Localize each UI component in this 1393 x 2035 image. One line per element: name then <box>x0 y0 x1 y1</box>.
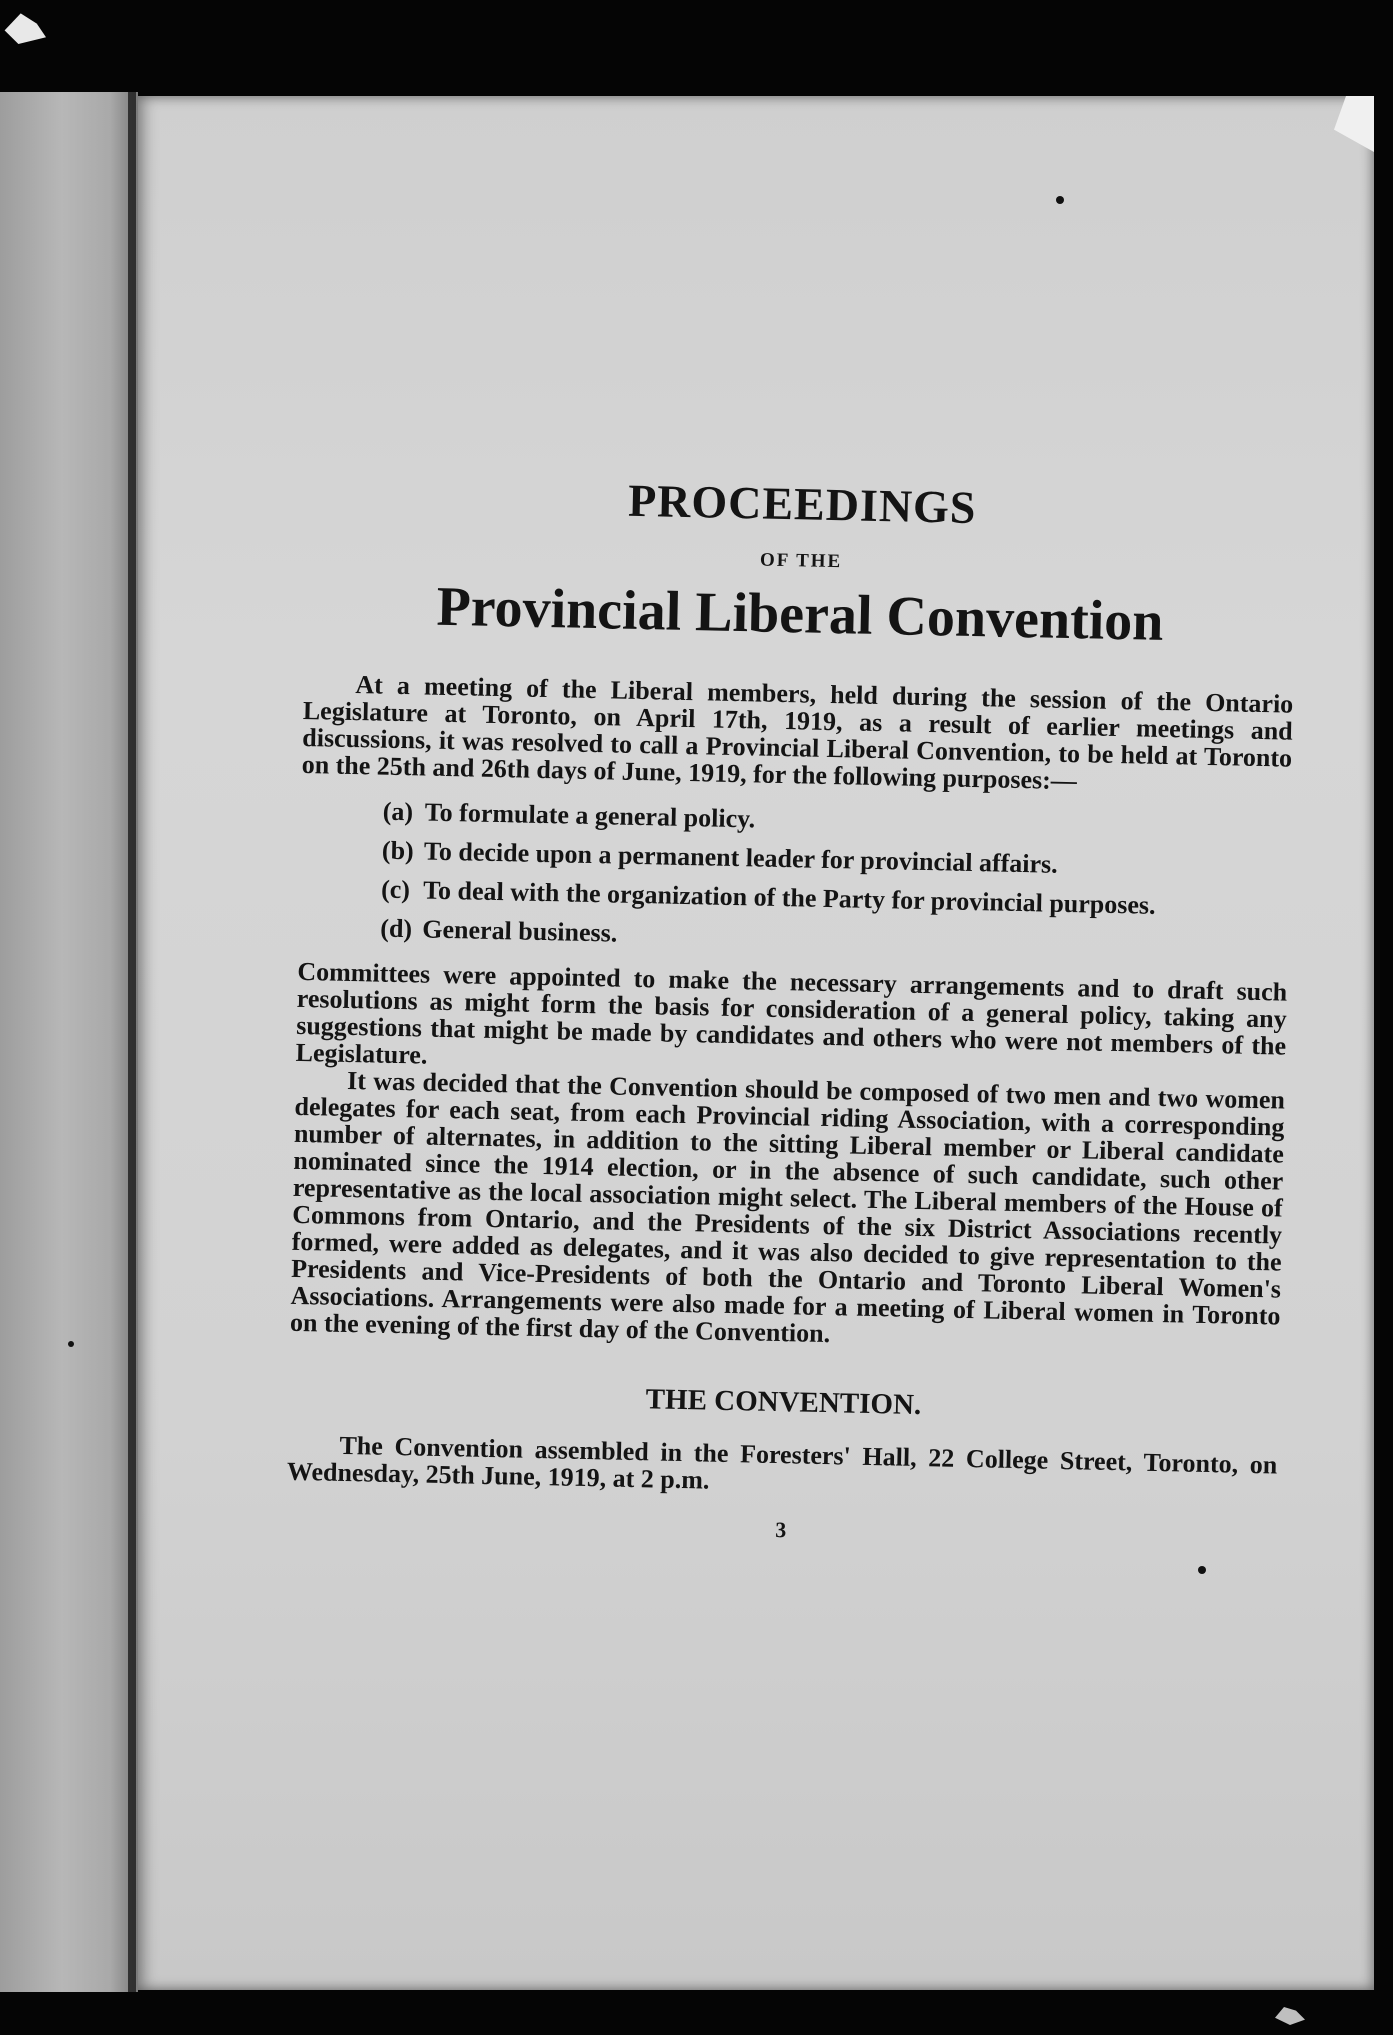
speck <box>1198 1566 1206 1574</box>
list-item-text: To decide upon a permanent leader for provincial affairs. <box>423 836 1059 879</box>
list-marker: (c) <box>380 874 411 905</box>
list-marker: (d) <box>380 913 413 944</box>
committees-paragraph: Committees were appointed to make the necessary arrangements and to draft such resolutions as might form the basis for consideration of a general policy, taking any suggestions that might be made by candidates and others who were not members of the Legislature. <box>295 956 1288 1070</box>
page-title: PROCEEDINGS <box>627 474 977 534</box>
scan-mark <box>1275 2007 1305 2025</box>
facing-page-edge <box>0 92 138 1992</box>
convention-paragraph: The Convention assembled in the Foresters' Hall, 22 College Street, Toronto, on Wednesday, 25th June, 1919, at 2 p.m. <box>286 1430 1278 1495</box>
section-heading: THE CONVENTION. <box>645 1383 922 1422</box>
purposes-list <box>380 798 1291 961</box>
book-spine <box>128 92 136 1992</box>
list-marker: (b) <box>381 835 415 866</box>
decided-paragraph: It was decided that the Convention should be composed of two men and two women delegates for each seat, from each Provincial riding Association, with a corresponding number of alternates, in addition to the sitting Liberal member or Liberal candidate nominated since the 1914 election, or in the absence of such candidate, such other representative as the local association might select. The Liberal members of the House of Commons from Ontario, and the Presidents of the six District Associations recently formed, were added as delegates, and it was also decided to give representation to the Presidents and Vice-Presidents of both the Ontario and Toronto Liberal Women's Associations. Arrangements were also made for a meeting of Liberal women in Toronto on the evening of the first day of the Convention. <box>289 1065 1286 1349</box>
page-subtitle: Provincial Liberal Convention <box>435 575 1165 653</box>
page-number: 3 <box>775 1517 787 1543</box>
list-item-text: To deal with the organization of the Party for provincial purposes. <box>422 875 1156 920</box>
title-connector: OF THE <box>759 549 843 573</box>
list-item <box>383 798 1291 844</box>
list-marker: (a) <box>382 796 414 827</box>
scan-blotch <box>0 10 46 44</box>
torn-corner <box>1334 96 1374 152</box>
list-item <box>381 876 1289 922</box>
document-page <box>138 96 1374 1990</box>
speck <box>1056 196 1064 204</box>
list-item <box>380 915 1288 961</box>
list-item-text: General business. <box>422 914 618 948</box>
speck <box>68 1341 74 1347</box>
list-item <box>382 837 1290 883</box>
page-text <box>286 466 1298 1553</box>
list-item-text: To formulate a general policy. <box>424 797 756 834</box>
intro-paragraph: At a meeting of the Liberal members, held during the session of the Ontario Legislature at Toronto, on April 17th, 1919, as a result of earlier meetings and discussions, it was resolved to call a Provincial Liberal Convention, to be held at Toronto on the 25th and 26th days of June, 1919, for the following purposes:— <box>301 670 1294 796</box>
